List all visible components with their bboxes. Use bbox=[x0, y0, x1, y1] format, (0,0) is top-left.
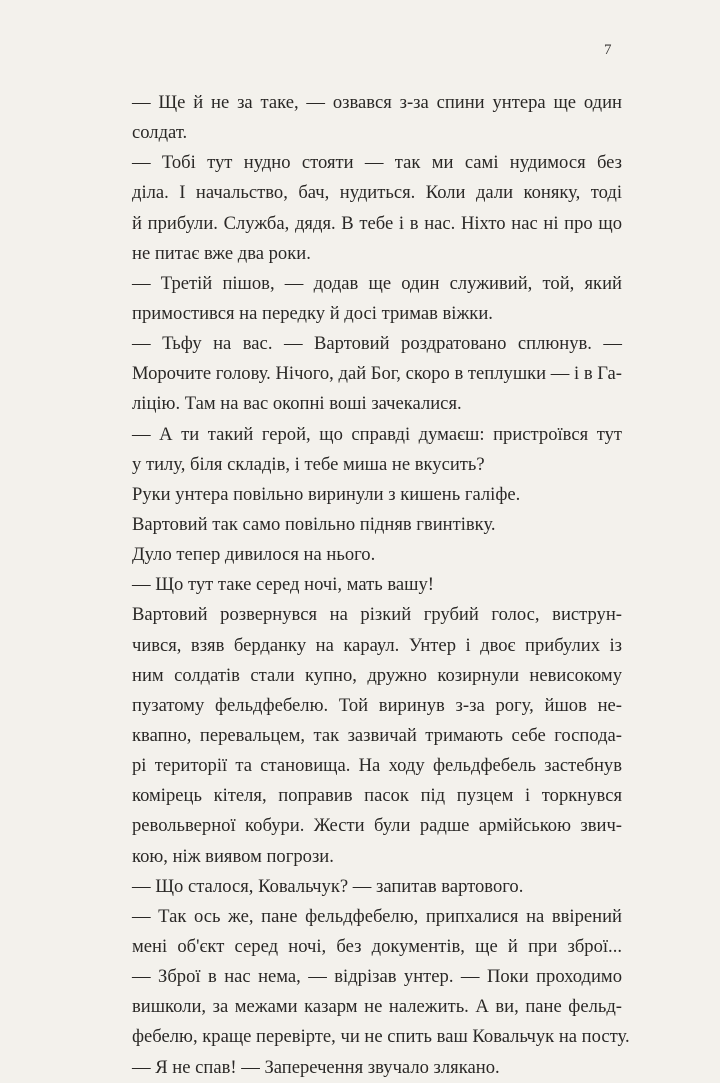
text-line: — А ти такий герой, що справді думаєш: пристроївся тут bbox=[132, 423, 622, 445]
text-line: й прибули. Служба, дядя. В тебе і в нас. Ніхто нас ні про що bbox=[132, 212, 622, 234]
text-line: пузатому фельдфебелю. Той виринув з-за рогу, йшов не- bbox=[132, 694, 622, 716]
text-line: діла. І начальство, бач, нудиться. Коли дали коняку, тоді bbox=[132, 182, 622, 204]
text-line: солдат. bbox=[132, 122, 188, 144]
text-line: вишколи, за межами казарм не належить. А ви, пане фельд- bbox=[132, 996, 622, 1018]
text-line: — Я не спав! — Заперечення звучало злякано. bbox=[132, 1056, 500, 1078]
text-line: — Зброї в нас нема, — відрізав унтер. — Поки проходимо bbox=[132, 966, 622, 988]
text-line: ліцію. Там на вас окопні воші зачекалися. bbox=[132, 393, 462, 415]
page-number: 7 bbox=[604, 42, 612, 58]
text-line: Вартовий так само повільно підняв гвинтівку. bbox=[132, 513, 496, 535]
text-line: Дуло тепер дивилося на нього. bbox=[132, 544, 376, 566]
text-line: не питає вже два роки. bbox=[132, 242, 311, 264]
text-line: рі території та становища. На ходу фельдфебель застебнув bbox=[132, 755, 622, 777]
text-line: — Що тут таке серед ночі, мать вашу! bbox=[132, 574, 434, 596]
text-line: примостився на передку й досі тримав віжки. bbox=[132, 302, 493, 324]
text-line: — Тобі тут нудно стояти — так ми самі нудимося без bbox=[132, 152, 622, 174]
text-line: — Так ось же, пане фельдфебелю, припхалися на ввірений bbox=[132, 905, 622, 927]
text-line: — Що сталося, Ковальчук? — запитав вартового. bbox=[132, 875, 524, 897]
text-line: чився, взяв берданку на караул. Унтер і двоє прибулих із bbox=[132, 634, 622, 656]
text-line: — Третій пішов, — додав ще один служивий, той, який bbox=[132, 272, 622, 294]
text-line: мені об'єкт серед ночі, без документів, ще й при зброї... bbox=[132, 935, 622, 957]
text-line: у тилу, біля складів, і тебе миша не вкусить? bbox=[132, 453, 485, 475]
text-line: револьверної кобури. Жести були радше армійською звич- bbox=[132, 815, 622, 837]
text-line: Вартовий розвернувся на різкий грубий голос, виструн- bbox=[132, 604, 622, 626]
text-line: Руки унтера повільно виринули з кишень галіфе. bbox=[132, 483, 521, 505]
text-line: квапно, перевальцем, так зазвичай тримають себе господа- bbox=[132, 724, 622, 746]
text-line: кою, ніж виявом погрози. bbox=[132, 845, 334, 867]
text-line: фебелю, краще перевірте, чи не спить ваш Ковальчук на посту. bbox=[132, 1026, 630, 1048]
text-line: ним солдатів стали купно, дружно козирнули невисокому bbox=[132, 664, 622, 686]
text-line: — Ще й не за таке, — озвався з-за спини унтера ще один bbox=[132, 92, 622, 113]
text-line: — Тьфу на вас. — Вартовий роздратовано сплюнув. — bbox=[132, 333, 622, 355]
body-text bbox=[132, 88, 630, 1083]
text-line: Морочите голову. Нічого, дай Бог, скоро в теплушки — і в Га- bbox=[132, 363, 622, 385]
text-line: комірець кітеля, поправив пасок під пузцем і торкнувся bbox=[132, 785, 622, 807]
